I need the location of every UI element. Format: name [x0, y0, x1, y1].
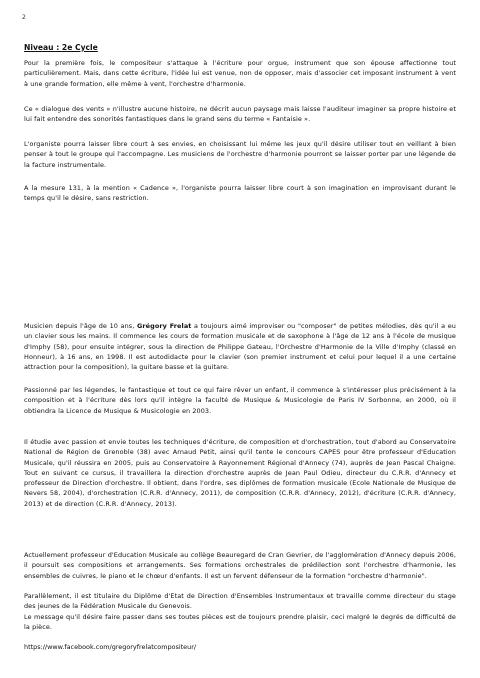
biography-paragraph-2: Il étudie avec passion et envie toutes les techniques d'écriture, de composition et d'orchestration, tout d'abord au Conservatoire National de Région de Grenoble (38) avec Arnaud Petit, ainsi qu'il tente le concours CAPES pour être professeur d'Education Musicale, qu'il réussira en 2005, puis au Conservatoire à Rayonnement Régional d'Annecy (74), auprès de Jean Pascal Chaigne. Tout en suivant ce cursus, il travaillera la direction d'orchestre auprès de Jean Paul Odieu, directeur du C.R.R. d'Annecy et professeur de Direction d'orchestre. Il obtient, dans l'ordre, ses diplômes de formation musicale (Ecole Nationale de Musique de Nevers 58, 2004), d'orchestration (C.R.R. d'Annecy, 2011), de composition (C.R.R. d'Annecy, 2012), d'écriture (C.R.R. d'Annecy, 2013) et de direction (C.R.R. d'Annecy, 2013). [24, 438, 456, 508]
biography-paragraph-1: Passionné par les légendes, le fantastique et tout ce qui faire rêver un enfant, il commence à s'intéresser plus précisément à la composition et à l'écriture dès lors qu'il intègre la faculté de Musique & Musicologie de Paris IV Sorbonne, en 2000, où il obtiendra la Licence de Musique & Musicologie en 2003. [24, 386, 456, 415]
page-number: 2 [22, 14, 26, 21]
description-paragraph-2: Ce « dialogue des vents » n'illustre aucune histoire, ne décrit aucun paysage mais laisse l'auditeur imaginer sa propre histoire et lui fait entendre des sonorités fantastiques dans le grand sens du terme « Fantaisie ». [24, 105, 456, 124]
description-paragraph-4: A la mesure 131, à la mention « Cadence », l'organiste pourra laisser libre court à son imagination en improvisant durant le temps qu'il le désire, sans restriction. [24, 184, 456, 203]
composer-name: Grégory Frelat [136, 322, 192, 330]
level-heading: Niveau : 2e Cycle [24, 43, 98, 52]
biography-paragraph-3: Actuellement professeur d'Education Musicale au collège Beauregard de Cran Gevrier, de l'agglomération d'Annecy depuis 2006, il poursuit ses compositions et arrangements. Ses formations orchestrales de prédilection sont l'orchestre d'harmonie, les ensembles de cuivres, le piano et le chœur d'enfants. Il est un fervent défenseur de la formation "orchestre d'harmonie". [24, 551, 456, 580]
biography-intro-before: Musicien depuis l'âge de 10 ans, [24, 322, 137, 330]
biography-paragraph-4: Parallèlement, il est titulaire du Diplôme d'Etat de Direction d'Ensembles Instrumentaux et travaille comme directeur du stage des jeunes de la Fédération Musicale du Genevois. Le message qu'il désire faire passer dans ses toutes pièces est de toujours prendre plaisir, ceci malgré le degrés de difficulté de la pièce. [24, 592, 456, 631]
biography-intro [24, 321, 456, 372]
description-paragraph-3: L'organiste pourra laisser libre court à ses envies, en choisissant lui même les jeux qu'il désire utiliser tout en veillant à bien penser à tout le groupe qui l'accompagne. Les musiciens de l'orchestre d'harmonie pourront se laisser porter par une légende de la facture instrumentale. [24, 140, 456, 169]
biography-intro-after: a toujours aimé improviser ou "composer" de petites mélodies, dès qu'il a eu un clavier sous les mains. Il commence les cours de formation musicale et de saxophone à l'âge de 12 ans à l'école de musique d'Imphy (58), pour ensuite intégrer, sous la direction de Philippe Gateau, l'Orchestre d'Harmonie de la Ville d'Imphy (classé en Honneur), à 16 ans, en 1998. Il est autodidacte pour le clavier (son premier instrument et celui pour lequel il a une certaine attraction pour la composition), la guitare basse et la guitare. [24, 322, 456, 372]
facebook-link[interactable]: https://www.facebook.com/gregoryfrelatcompositeur/ [24, 643, 197, 651]
description-paragraph-1: Pour la première fois, le compositeur s'attaque à l'écriture pour orgue, instrument que son épouse affectionne tout particulièrement. Mais, dans cette écriture, l'idée lui est venue, non de opposer, mais d'associer cet imposant instrument à vent à une grande formation, elle même à vent, l'orchestre d'harmonie. [24, 59, 456, 88]
